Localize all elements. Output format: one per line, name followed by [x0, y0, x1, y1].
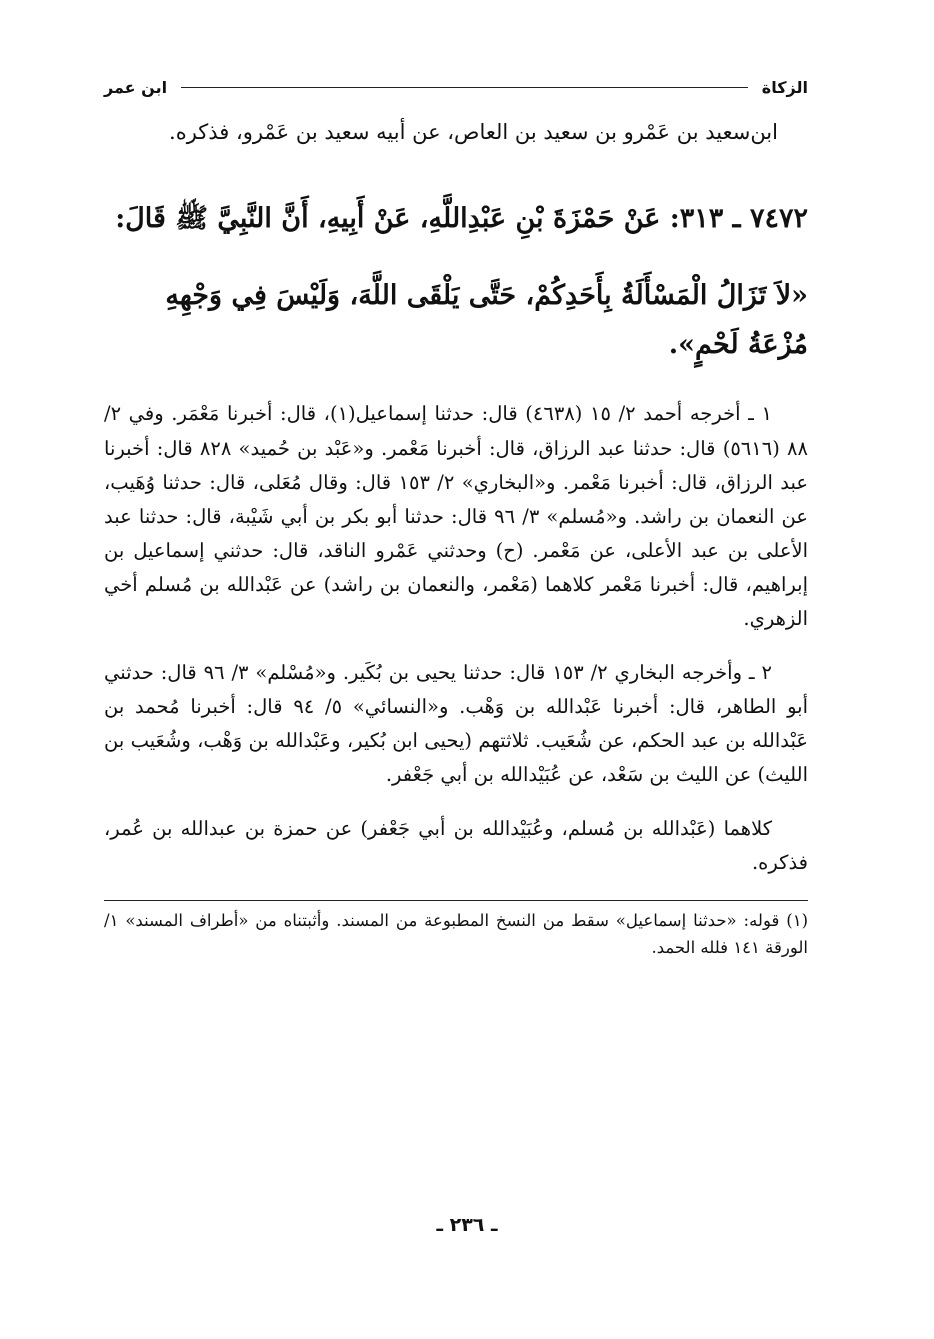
- takhrij-paragraph-3: كلاهما (عَبْدالله بن مُسلم، وعُبَيْدالله بن أبي جَعْفر) عن حمزة بن عبدالله بن عُمر، فذكره.: [104, 816, 808, 874]
- takhrij-paragraph-2: ٢ ـ وأخرجه البخاري ٢/ ١٥٣ قال: حدثنا يحيى بن بُكَير. و«مُسْلم» ٣/ ٩٦ قال: حدثني أبو الطاهر، قال: أخبرنا عَبْدالله بن وَهْب. و«النسائي» ٥/ ٩٤ قال: أخبرنا مُحمد بن عَبْدالله بن عبد الحكم، عن شُعَيب. ثلاثتهم (يحيى ابن بُكير، وعَبْدالله بن وَهْب، وشُعَيب بن الليث) عن الليث بن سَعْد، عن عُبَيْدالله بن أبي جَعْفر.: [104, 660, 808, 787]
- running-header: [104, 70, 808, 104]
- hadith-matn: «لاَ تَزَالُ الْمَسْأَلَةُ بِأَحَدِكُمْ، حَتَّى يَلْقَى اللَّهَ، وَلَيْسَ فِي وَجْهِهِ مُزْعَةُ لَحْمٍ».: [165, 279, 808, 361]
- hadith-isnad: ٧٤٧٢ ـ ٣١٣: عَنْ حَمْزَةَ بْنِ عَبْدِاللَّهِ، عَنْ أَبِيهِ، أَنَّ النَّبِيَّ ﷺ قَالَ:: [115, 202, 808, 234]
- document-page: [104, 70, 808, 1299]
- page-number: ـ ٢٣٦ ـ: [436, 1214, 498, 1236]
- header-rule: [181, 87, 748, 88]
- continuation-text: ابن‌سعيد بن عَمْرو بن سعيد بن العاص، عن أبيه سعيد بن عَمْرو، فذكره.: [169, 120, 778, 144]
- narrator-name: ابن عمر: [104, 77, 168, 97]
- footnotes: [104, 900, 808, 961]
- takhrij-paragraph-1: ١ ـ أخرجه أحمد ٢/ ١٥ (٤٦٣٨) قال: حدثنا إسماعيل(١)، قال: أخبرنا مَعْمَر. وفي ٢/ ٨٨ (٥٦١٦) قال: حدثنا عبد الرزاق، قال: أخبرنا مَعْمر. و«عَبْد بن حُميد» ٨٢٨ قال: أخبرنا عبد الرزاق، قال: أخبرنا مَعْمر. و«البخاري» ٢/ ١٥٣ قال: وقال مُعَلى، قال: حدثنا وُهَيب، عن النعمان بن راشد. و«مُسلم» ٣/ ٩٦ قال: حدثنا أبو بكر بن أبي شَيْبة، قال: حدثنا عبد الأعلى بن عبد الأعلى، عن مَعْمر. (ح) وحدثني عَمْرو الناقد، قال: حدثني إسماعيل بن إبراهيم، قال: أخبرنا مَعْمر كلاهما (مَعْمر، والنعمان بن راشد) عن عَبْدالله بن مُسلم أخي الزهري.: [104, 402, 809, 631]
- footnote-1: (١) قوله: «حدثنا إسماعيل» سقط من النسخ المطبوعة من المسند. وأثبتناه من «أطراف المسند» ١/ الورقة ١٤١ فلله الحمد.: [104, 910, 808, 957]
- chapter-title: الزكاة: [761, 77, 808, 97]
